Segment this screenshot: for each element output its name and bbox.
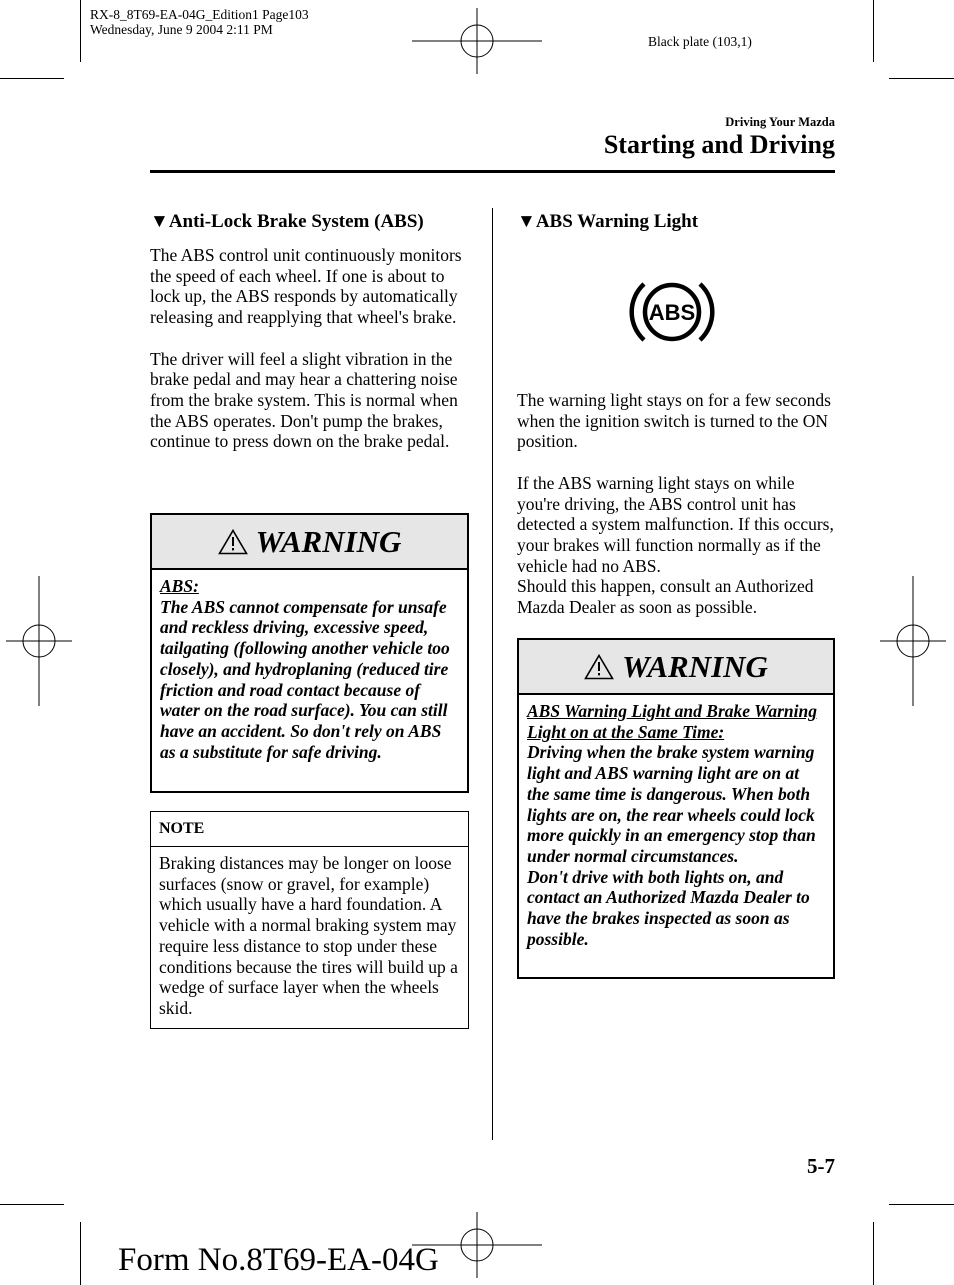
section-title: Starting and Driving (603, 130, 835, 159)
warning-subtitle: ABS: (160, 576, 199, 596)
abs-icon-label: ABS (648, 300, 696, 325)
abs-light-description (517, 390, 837, 618)
abs-description (150, 245, 466, 452)
abs-light-heading (517, 211, 698, 233)
column-divider (492, 208, 493, 1140)
warning-text-1: Driving when the brake system warning light and ABS warning light are on at the same time is dangerous. When both lights are on, the rear wheels could lock more quickly in an emergency stop than under normal circumstances. (527, 742, 816, 866)
registration-mark-top-icon (412, 8, 542, 74)
warning-triangle-icon (218, 529, 248, 555)
warning-header (519, 640, 833, 695)
abs-light-warning-box (517, 638, 835, 979)
note-text: Braking distances may be longer on loose surfaces (snow or gravel, for example) which usually have a hard foundation. A vehicle with a normal braking system may require less distance to stop under these conditions because the tires will build up a wedge of surface layer when the wheels skid. (159, 853, 458, 1018)
abs-light-heading-text: ABS Warning Light (535, 211, 699, 232)
abs-light-paragraph-3: Should this happen, consult an Authorized Mazda Dealer as soon as possible. (517, 576, 814, 618)
registration-mark-left-icon (6, 576, 72, 706)
file-info-line1: RX-8_8T69-EA-04G_Edition1 Page103 (90, 7, 309, 22)
abs-paragraph-1: The ABS control unit continuously monitors the speed of each wheel. If one is about to lock up, the ABS responds by automatically releasing and reapplying that wheel's brake. (150, 245, 462, 328)
warning-text-2: Don't drive with both lights on, and contact an Authorized Mazda Dealer to have the brakes inspected as soon as possible. (527, 866, 810, 949)
warning-body (152, 570, 467, 770)
warning-title: WARNING (622, 648, 768, 684)
form-number: Form No.8T69-EA-04G (118, 1242, 439, 1278)
warning-text: The ABS cannot compensate for unsafe and reckless driving, excessive speed, tailgating (following another vehicle too closely), and hydroplaning (reduced tire friction and road contact because of water on the road surface). You can still have an accident. So don't rely on ABS as a substitute for safe driving. (160, 596, 450, 762)
plate-info: Black plate (103,1) (648, 34, 752, 49)
abs-light-paragraph-1: The warning light stays on for a few seconds when the ignition switch is turned to the ON position. (517, 390, 831, 452)
file-info-line2: Wednesday, June 9 2004 2:11 PM (90, 22, 273, 37)
warning-title: WARNING (255, 523, 402, 559)
abs-light-paragraph-2: If the ABS warning light stays on while you're driving, the ABS control unit has detected a system malfunction. If this occurs, your brakes will function normally as if the vehicle had no ABS. (517, 472, 834, 576)
abs-paragraph-2: The driver will feel a slight vibration in the brake pedal and may hear a chattering noise from the brake system. This is normal when the ABS operates. Don't pump the brakes, continue to press down on the brake pedal. (150, 348, 458, 452)
warning-triangle-icon (584, 654, 614, 680)
triangle-down-icon: ▼ (150, 211, 169, 232)
warning-body (519, 695, 833, 957)
warning-header (152, 515, 467, 570)
triangle-down-icon: ▼ (517, 211, 536, 232)
note-box (150, 811, 469, 1029)
file-info (90, 7, 309, 37)
abs-warning-box (150, 513, 469, 793)
note-title: NOTE (151, 812, 468, 847)
section-label: Driving Your Mazda (725, 115, 835, 129)
abs-section-heading (150, 211, 424, 233)
page-number: 5-7 (807, 1154, 835, 1178)
abs-heading-text: Anti-Lock Brake System (ABS) (168, 211, 424, 232)
header-rule (150, 170, 835, 173)
abs-warning-light-icon (624, 278, 720, 346)
registration-mark-right-icon (880, 576, 946, 706)
warning-subtitle: ABS Warning Light and Brake Warning Light on at the Same Time: (527, 701, 817, 742)
